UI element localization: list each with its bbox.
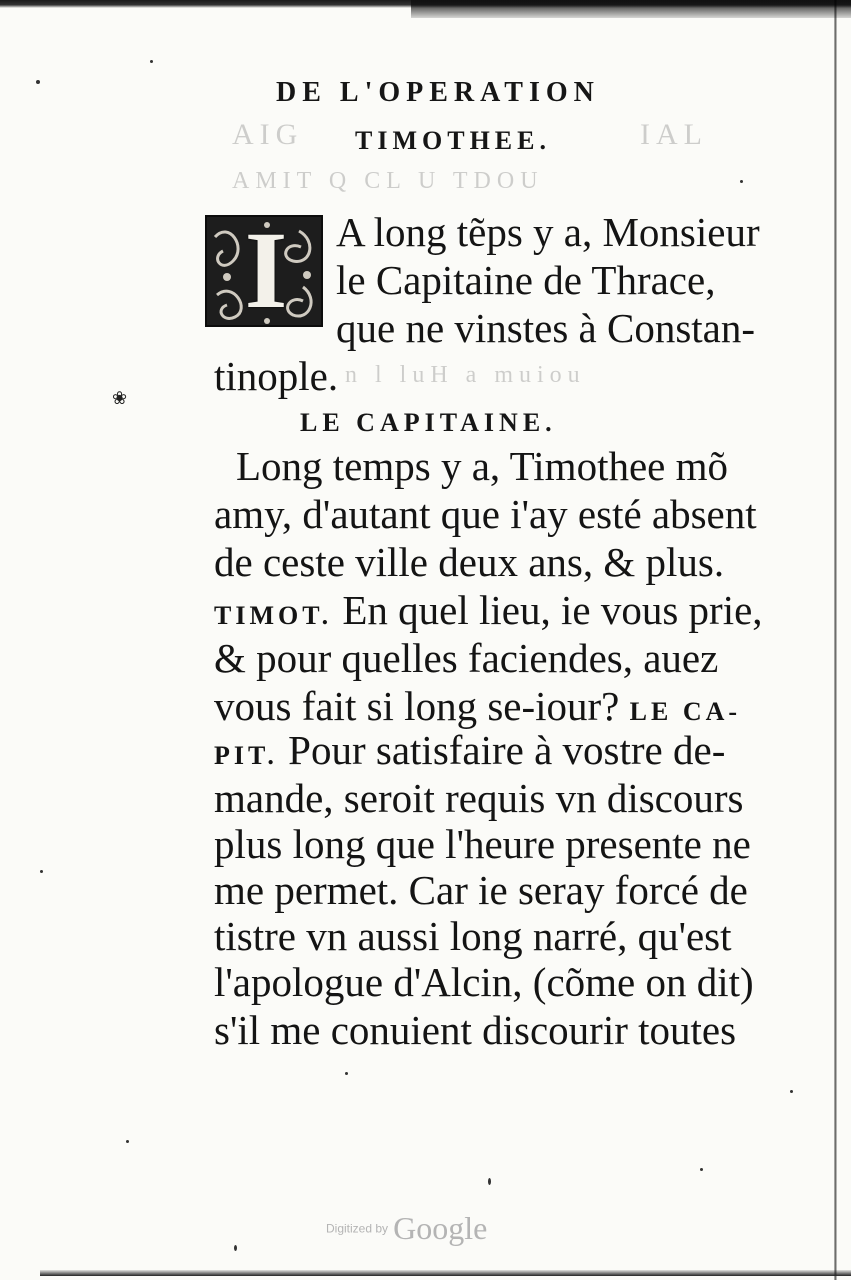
- bleed-through-text: IAL: [640, 118, 708, 151]
- scan-speck: [345, 1072, 348, 1075]
- text-line: l'apologue d'Alcin, (cõme on dit): [214, 959, 754, 1005]
- text-line: tinople.: [214, 353, 339, 399]
- text-fragment: vous fait si long se-iour?: [214, 683, 630, 729]
- text-line: que ne vinstes à Constan-: [336, 305, 756, 351]
- speaker-abbrev: LE CA-: [629, 697, 742, 726]
- text-line: [214, 728, 725, 778]
- scan-speck: [150, 60, 153, 63]
- bleed-through-text: AIG: [232, 118, 304, 151]
- scan-speck: [40, 870, 43, 873]
- text-line: [214, 588, 763, 638]
- text-fragment: Pour satisfaire à vostre de-: [277, 727, 726, 773]
- scan-speck: [700, 1168, 703, 1171]
- scan-edge-top-right: [411, 0, 851, 18]
- scan-speck: [126, 1140, 129, 1143]
- scan-speck: [234, 1245, 237, 1251]
- text-line: plus long que l'heure presente ne: [214, 821, 751, 867]
- scan-edge-bottom: [40, 1270, 851, 1276]
- drop-cap-letter: I: [244, 215, 288, 327]
- bleed-through-text: n l luH a muiou: [345, 362, 586, 388]
- running-title: DE L'OPERATION: [276, 77, 600, 108]
- scan-edge-right: [834, 0, 837, 1280]
- scan-speck: [36, 80, 40, 84]
- text-line: de ceste ville deux ans, & plus.: [214, 539, 725, 585]
- text-line: tistre vn aussi long narré, qu'est: [214, 913, 732, 959]
- text-line: le Capitaine de Thrace,: [336, 257, 716, 303]
- decorated-initial: [205, 215, 323, 327]
- speaker-abbrev: PIT.: [214, 741, 278, 770]
- watermark-prefix: Digitized by: [326, 1221, 389, 1236]
- watermark-brand: Google: [393, 1210, 488, 1246]
- text-line: mande, seroit requis vn discours: [214, 775, 744, 821]
- speaker-abbrev: TIMOT.: [214, 601, 333, 630]
- text-line: me permet. Car ie seray forcé de: [214, 867, 748, 913]
- text-line: A long tẽps y a, Monsieur: [336, 209, 760, 255]
- text-line: & pour quelles faciendes, auez: [214, 635, 719, 681]
- text-line: s'il me conuient discourir toutes: [214, 1007, 737, 1053]
- text-line: Long temps y a, Timothee mõ: [236, 443, 728, 489]
- flower-mark-icon: ❀: [112, 388, 128, 409]
- scan-speck: [488, 1178, 491, 1185]
- bleed-through-text: AMIT Q CL U TDOU: [232, 168, 544, 194]
- speaker-heading-timothee: TIMOTHEE.: [355, 126, 551, 155]
- text-line: amy, d'autant que i'ay esté absent: [214, 491, 757, 537]
- text-fragment: En quel lieu, ie vous prie,: [332, 587, 763, 633]
- scan-speck: [790, 1090, 793, 1093]
- scan-speck: [740, 180, 743, 183]
- digitized-watermark: [326, 1210, 487, 1247]
- speaker-heading-capitaine: LE CAPITAINE.: [300, 408, 557, 437]
